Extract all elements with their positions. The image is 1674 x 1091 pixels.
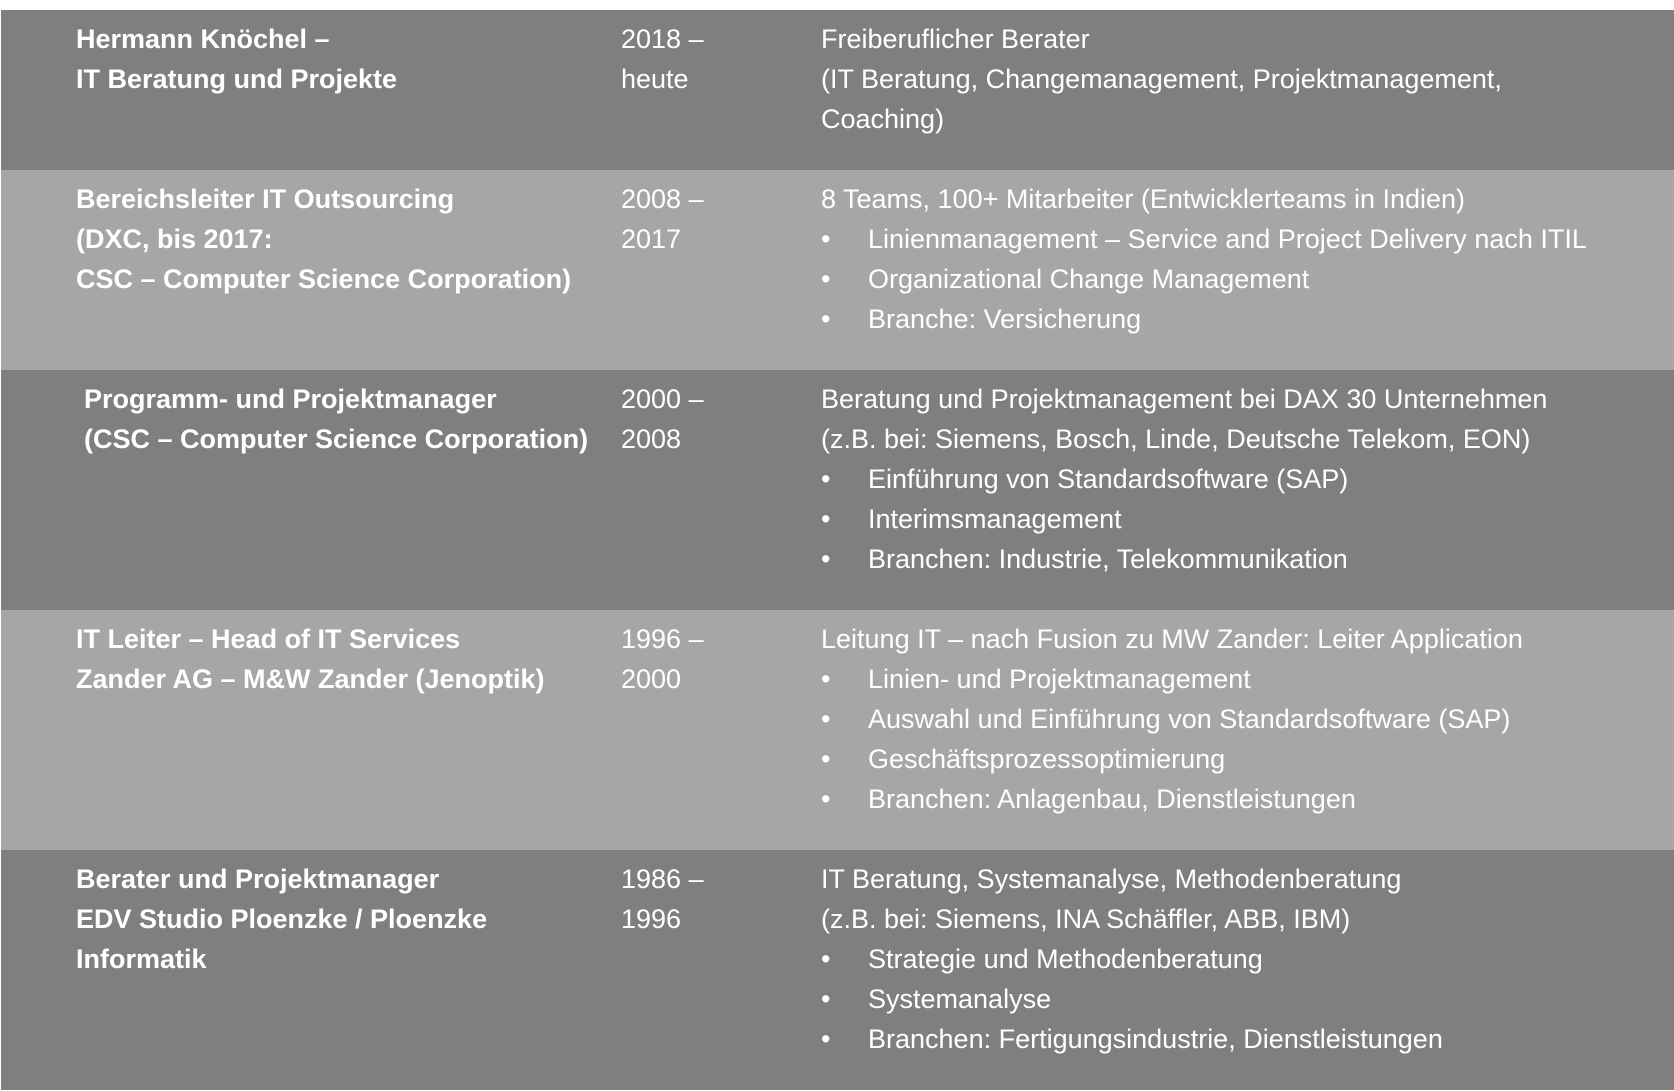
bullet-item: • Systemanalyse	[821, 979, 1671, 1019]
role-title	[76, 179, 616, 299]
role-line: Programm- und Projektmanager	[84, 384, 497, 414]
role-line: Zander AG – M&W Zander (Jenoptik)	[76, 664, 545, 694]
bullet-item: • Strategie und Methodenberatung	[821, 939, 1671, 979]
description-line: (IT Beratung, Changemanagement, Projektmanagement,	[821, 64, 1502, 94]
bullet-item: • Geschäftsprozessoptimierung	[821, 739, 1671, 779]
cv-entry-row	[1, 10, 1674, 170]
bullet-item: • Branchen: Fertigungsindustrie, Dienstleistungen	[821, 1019, 1671, 1059]
description-line: (z.B. bei: Siemens, Bosch, Linde, Deutsche Telekom, EON)	[821, 424, 1531, 454]
period-start: 2000 –	[621, 384, 704, 414]
role-line: (CSC – Computer Science Corporation)	[84, 424, 589, 454]
description	[821, 19, 1671, 139]
bullet-item: • Branche: Versicherung	[821, 299, 1671, 339]
cv-entry-row	[1, 170, 1674, 370]
description-line: Freiberuflicher Berater	[821, 24, 1090, 54]
period-start: 1986 –	[621, 864, 704, 894]
description-line: (z.B. bei: Siemens, INA Schäffler, ABB, IBM)	[821, 904, 1351, 934]
period	[621, 859, 791, 939]
bullet-item: • Branchen: Anlagenbau, Dienstleistungen	[821, 779, 1671, 819]
role-line: Informatik	[76, 944, 207, 974]
role-line: Bereichsleiter IT Outsourcing	[76, 184, 455, 214]
cv-entry-row	[1, 370, 1674, 610]
bullet-list	[821, 659, 1671, 819]
role-title	[76, 19, 616, 99]
description-line: 8 Teams, 100+ Mitarbeiter (Entwicklerteams in Indien)	[821, 184, 1466, 214]
role-title	[76, 859, 616, 979]
role-line: (DXC, bis 2017:	[76, 224, 273, 254]
role-title	[76, 619, 616, 699]
period-start: 2018 –	[621, 24, 704, 54]
cv-table	[1, 10, 1674, 1090]
bullet-list	[821, 219, 1671, 339]
description	[821, 179, 1671, 339]
description-line: Coaching)	[821, 104, 945, 134]
description-line: Leitung IT – nach Fusion zu MW Zander: Leiter Application	[821, 624, 1523, 654]
description-line: Beratung und Projektmanagement bei DAX 30 Unternehmen	[821, 384, 1548, 414]
description	[821, 379, 1671, 579]
period	[621, 19, 791, 99]
role-title	[84, 379, 624, 459]
period-start: 1996 –	[621, 624, 704, 654]
role-line: IT Beratung und Projekte	[76, 64, 398, 94]
period-end: 2017	[621, 224, 682, 254]
bullet-item: • Linien- und Projektmanagement	[821, 659, 1671, 699]
period-end: 1996	[621, 904, 682, 934]
role-line: EDV Studio Ploenzke / Ploenzke	[76, 904, 488, 934]
description-line: IT Beratung, Systemanalyse, Methodenberatung	[821, 864, 1402, 894]
bullet-list	[821, 459, 1671, 579]
role-line: Berater und Projektmanager	[76, 864, 440, 894]
period-end: heute	[621, 64, 689, 94]
bullet-item: • Linienmanagement – Service and Project Delivery nach ITIL	[821, 219, 1671, 259]
period	[621, 379, 791, 459]
period	[621, 179, 791, 259]
role-line: Hermann Knöchel –	[76, 24, 330, 54]
bullet-item: • Branchen: Industrie, Telekommunikation	[821, 539, 1671, 579]
bullet-item: • Organizational Change Management	[821, 259, 1671, 299]
period-end: 2000	[621, 664, 682, 694]
bullet-item: • Einführung von Standardsoftware (SAP)	[821, 459, 1671, 499]
bullet-item: • Auswahl und Einführung von Standardsoftware (SAP)	[821, 699, 1671, 739]
description	[821, 619, 1671, 819]
role-line: IT Leiter – Head of IT Services	[76, 624, 461, 654]
cv-entry-row	[1, 610, 1674, 850]
description	[821, 859, 1671, 1059]
period-end: 2008	[621, 424, 682, 454]
role-line: CSC – Computer Science Corporation)	[76, 264, 572, 294]
period	[621, 619, 791, 699]
cv-entry-row	[1, 850, 1674, 1090]
period-start: 2008 –	[621, 184, 704, 214]
bullet-list	[821, 939, 1671, 1059]
bullet-item: • Interimsmanagement	[821, 499, 1671, 539]
